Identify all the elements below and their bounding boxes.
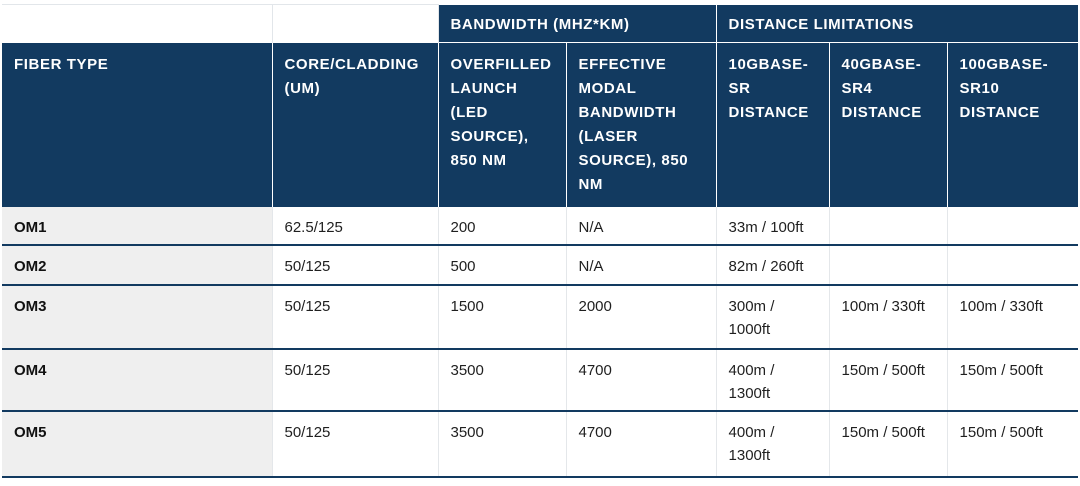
table-cell xyxy=(947,207,1078,245)
group-header-bandwidth: BANDWIDTH (MHZ*KM) xyxy=(438,5,716,43)
table-row xyxy=(2,411,1078,477)
table-cell: 62.5/125 xyxy=(272,207,438,245)
fiber-type-cell: OM1 xyxy=(2,207,272,245)
group-header-distance: DISTANCE LIMITATIONS xyxy=(716,5,1078,43)
fiber-comparison-table xyxy=(2,4,1078,478)
group-header-blank xyxy=(272,5,438,43)
table-cell: 150m / 500ft xyxy=(947,349,1078,411)
table-cell: 33m / 100ft xyxy=(716,207,829,245)
table-cell: 3500 xyxy=(438,411,566,477)
table-cell: 200 xyxy=(438,207,566,245)
column-header-10gbase-sr: 10GBASE-SR DISTANCE xyxy=(716,43,829,207)
table-row xyxy=(2,285,1078,349)
table-cell: 300m / 1000ft xyxy=(716,285,829,349)
table-cell: 82m / 260ft xyxy=(716,245,829,285)
table-row xyxy=(2,349,1078,411)
column-header-100gbase-sr10: 100GBASE-SR10 DISTANCE xyxy=(947,43,1078,207)
column-header-row xyxy=(2,43,1078,207)
table-cell: 150m / 500ft xyxy=(829,411,947,477)
table-cell: N/A xyxy=(566,245,716,285)
table-cell: 50/125 xyxy=(272,285,438,349)
group-header-row xyxy=(2,5,1078,43)
table-cell: 150m / 500ft xyxy=(947,411,1078,477)
table-cell: 4700 xyxy=(566,349,716,411)
column-header-effective-modal-bandwidth: EFFECTIVE MODAL BANDWIDTH (LASER SOURCE), 850 NM xyxy=(566,43,716,207)
table-cell: 500 xyxy=(438,245,566,285)
table-cell: 150m / 500ft xyxy=(829,349,947,411)
fiber-type-cell: OM5 xyxy=(2,411,272,477)
fiber-type-cell: OM4 xyxy=(2,349,272,411)
column-header-core-cladding: CORE/CLADDING (UM) xyxy=(272,43,438,207)
table-row xyxy=(2,245,1078,285)
table-cell xyxy=(947,245,1078,285)
group-header-blank xyxy=(2,5,272,43)
table-cell: N/A xyxy=(566,207,716,245)
table-cell: 50/125 xyxy=(272,245,438,285)
fiber-type-cell: OM2 xyxy=(2,245,272,285)
table-cell: 100m / 330ft xyxy=(947,285,1078,349)
table-cell xyxy=(829,207,947,245)
table-cell: 400m / 1300ft xyxy=(716,411,829,477)
table-cell: 2000 xyxy=(566,285,716,349)
table-cell: 100m / 330ft xyxy=(829,285,947,349)
table-cell: 1500 xyxy=(438,285,566,349)
fiber-type-cell: OM3 xyxy=(2,285,272,349)
table-cell: 4700 xyxy=(566,411,716,477)
fiber-table-page xyxy=(0,4,1080,486)
table-cell xyxy=(829,245,947,285)
table-cell: 400m / 1300ft xyxy=(716,349,829,411)
column-header-40gbase-sr4: 40GBASE-SR4 DISTANCE xyxy=(829,43,947,207)
table-cell: 50/125 xyxy=(272,411,438,477)
table-cell: 3500 xyxy=(438,349,566,411)
table-cell: 50/125 xyxy=(272,349,438,411)
column-header-overfilled-launch: OVERFILLED LAUNCH (LED SOURCE), 850 NM xyxy=(438,43,566,207)
column-header-fiber-type: FIBER TYPE xyxy=(2,43,272,207)
table-row xyxy=(2,207,1078,245)
